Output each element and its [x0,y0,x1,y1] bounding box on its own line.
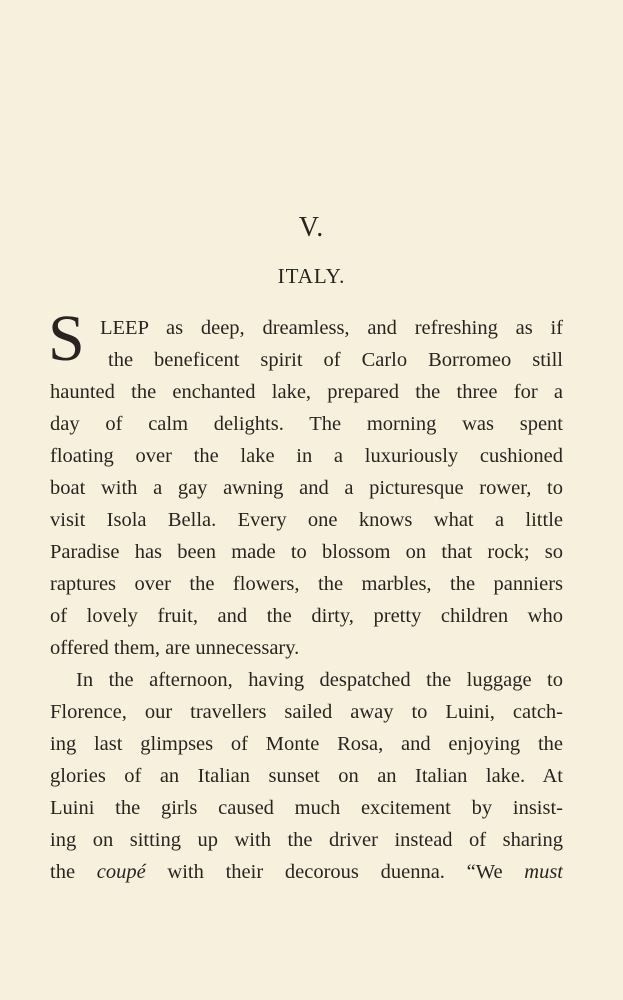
text-fragment: with their decorous duenna. “We [145,861,525,883]
text-fragment: the [50,861,97,883]
text-line: glories of an Italian sunset on an Italian lake. At [50,765,563,787]
text-line: ing on sitting up with the driver instead of sharing [50,829,563,851]
chapter-title: ITALY. [277,264,346,288]
paragraph-2 [50,664,563,888]
text-line: visit Isola Bella. Every one knows what a little [50,509,563,531]
text-line: Paradise has been made to blossom on that rock; so [50,541,563,563]
text-line: of lovely fruit, and the dirty, pretty children who [50,605,563,627]
text-line: boat with a gay awning and a picturesque rower, to [50,477,563,499]
italic-word: must [524,861,563,883]
paragraph-1 [50,312,563,664]
text-line: LEEP as deep, dreamless, and refreshing as if [100,317,563,339]
text-line: offered them, are unnecessary. [50,637,300,659]
text-line: Luini the girls caused much excitement by insist- [50,797,563,819]
text-line: haunted the enchanted lake, prepared the three for a [50,381,563,403]
text-line: In the afternoon, having despatched the luggage to [76,669,563,691]
text-line-final [50,856,563,888]
text-line: day of calm delights. The morning was spent [50,413,563,435]
text-line: ing last glimpses of Monte Rosa, and enjoying the [50,733,563,755]
text-line: Florence, our travellers sailed away to Luini, catch- [50,701,563,723]
text-line: raptures over the flowers, the marbles, the panniers [50,573,563,595]
chapter-number: V. [298,212,325,243]
italic-word: coupé [96,861,146,883]
text-line: floating over the lake in a luxuriously cushioned [50,445,563,467]
drop-cap-letter: S [48,302,85,375]
text-line: the beneficent spirit of Carlo Borromeo still [108,349,563,371]
